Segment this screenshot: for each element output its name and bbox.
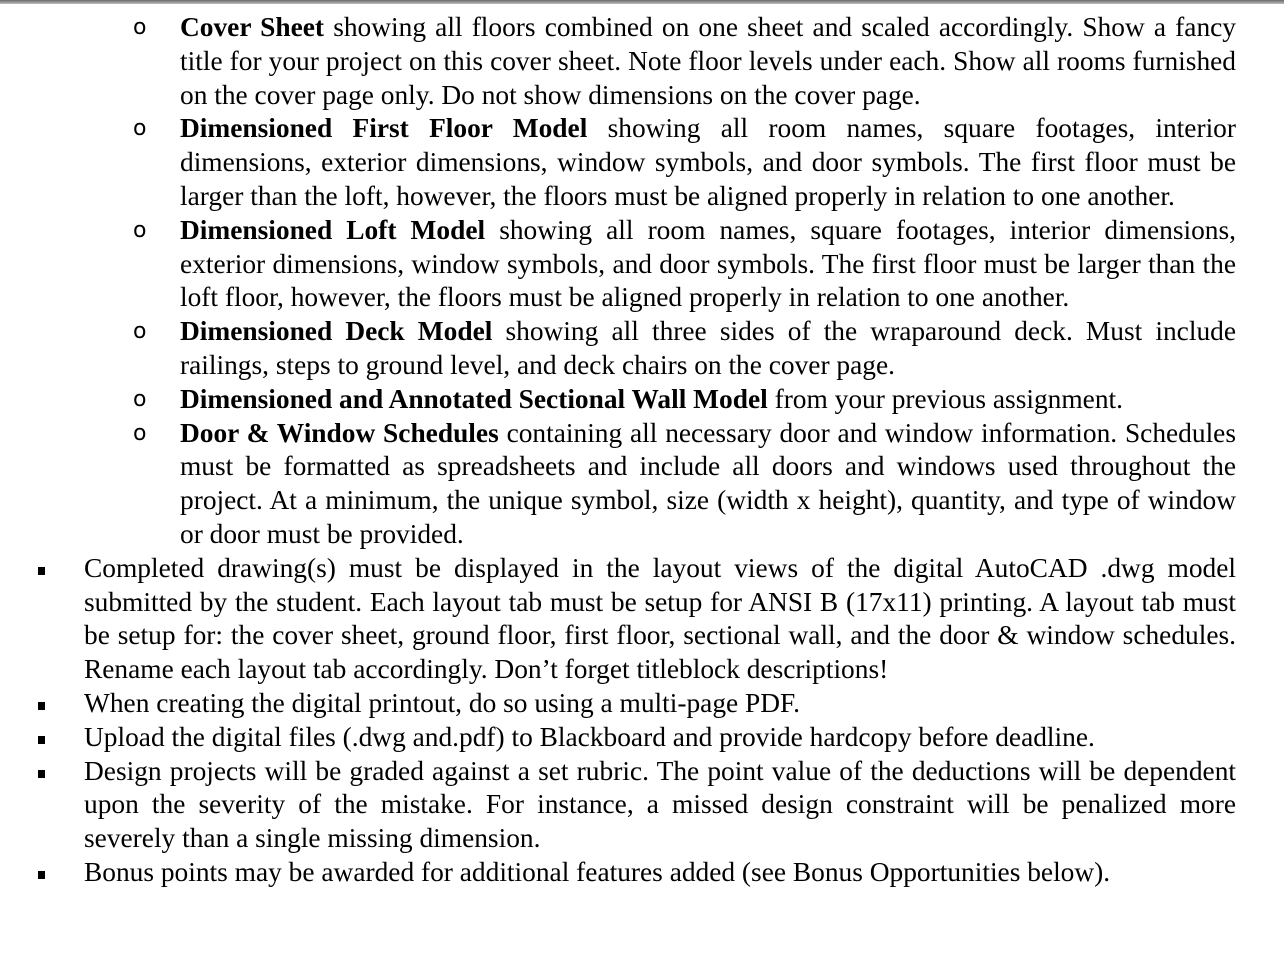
item-text: When creating the digital printout, do so using a multi-page PDF.: [84, 687, 800, 718]
square-bullet-icon: [38, 702, 45, 710]
list-item-schedules: [133, 417, 1236, 552]
item-term: Cover Sheet: [180, 12, 325, 42]
bullet-item-grading: [84, 755, 1236, 856]
item-term: Dimensioned Loft Model: [180, 214, 486, 245]
hollow-circle-bullet-icon: o: [133, 420, 147, 446]
list-item-loft-model: [133, 214, 1236, 315]
item-text: showing all three sides of the wraparound deck. Must include railings, steps to ground level, and deck chairs on the cover page.: [180, 316, 1237, 380]
square-bullet-icon: [38, 871, 45, 879]
hollow-circle-bullet-icon: o: [133, 319, 147, 345]
item-text: from your previous assignment.: [767, 383, 1123, 414]
item-text: containing all necessary door and window information. Schedules must be formatted as spreadsheets and include all doors and windows used throughout the project. At a minimum, the unique symbol, size (width x height), quantity, and type of window or door must be provided.: [180, 417, 1236, 549]
item-text: showing all room names, square footages, interior dimensions, exterior dimensions, window symbols, and door symbols. The first floor must be larger than the loft, however, the floors must be aligned properly in relation to one another.: [180, 113, 1237, 211]
document-page: [0, 11, 1284, 890]
bullet-item-pdf: [84, 687, 1236, 721]
square-bullet-icon: [38, 770, 45, 778]
bullet-item-layout-views: [84, 552, 1236, 687]
item-text: showing all floors combined on one sheet and scaled accordingly. Show a fancy title for your project on this cover sheet. Note floor levels under each. Show all rooms furnished on the cover page only. Do not show dimensions on the cover page.: [180, 12, 1236, 110]
bullet-item-upload: [84, 721, 1236, 755]
item-text: showing all room names, square footages, interior dimensions, exterior dimensions, window symbols, and door symbols. The first floor must be larger than the loft floor, however, the floors must be aligned properly in relation to one another.: [180, 214, 1236, 313]
hollow-circle-bullet-icon: o: [133, 15, 147, 40]
item-term: Dimensioned Deck Model: [180, 316, 493, 347]
item-text: Bonus points may be awarded for additional features added (see Bonus Opportunities below).: [84, 856, 1111, 887]
cropped-previous-line: [0, 0, 1284, 4]
list-item-deck-model: [133, 315, 1237, 383]
list-item-cover-sheet: [133, 11, 1236, 112]
square-bullet-icon: [38, 567, 45, 575]
square-bullet-icon: [38, 736, 45, 744]
item-text: Upload the digital files (.dwg and.pdf) to Blackboard and provide hardcopy before deadline.: [84, 721, 1095, 752]
item-term: Door & Window Schedules: [180, 417, 499, 448]
item-text: Completed drawing(s) must be displayed in the layout views of the digital AutoCAD .dwg model submitted by the student. Each layout tab must be setup for ANSI B (17x11) printing. A layout tab must be setup for: the cover sheet, ground floor, first floor, sectional wall, and the door & window schedules. Rename each layout tab accordingly. Don’t forget titleblock descriptions!: [84, 552, 1236, 685]
list-item-first-floor-model: [133, 112, 1237, 213]
item-term: Dimensioned and Annotated Sectional Wall Model: [180, 383, 768, 414]
hollow-circle-bullet-icon: o: [133, 217, 147, 243]
hollow-circle-bullet-icon: o: [133, 386, 147, 412]
bullet-item-bonus: [84, 856, 1236, 890]
item-term: Dimensioned First Floor Model: [180, 113, 588, 144]
list-item-sectional-wall-model: [133, 383, 1236, 417]
hollow-circle-bullet-icon: o: [133, 116, 147, 142]
item-text: Design projects will be graded against a set rubric. The point value of the deductions will be dependent upon the severity of the mistake. For instance, a missed design constraint will be penalized more severely than a single missing dimension.: [84, 755, 1236, 854]
